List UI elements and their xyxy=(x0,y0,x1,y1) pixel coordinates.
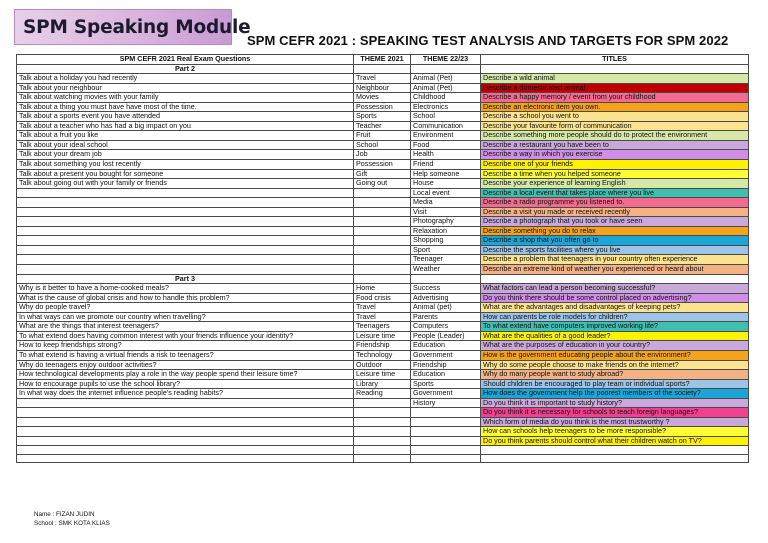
header-row xyxy=(17,55,749,65)
theme-2021-cell xyxy=(354,236,411,246)
table-row xyxy=(17,255,749,265)
table-row xyxy=(17,83,749,93)
table-row xyxy=(17,169,749,179)
question-cell: What is the cause of global crisis and how to handle this problem? xyxy=(17,293,354,303)
table-row xyxy=(17,454,749,463)
question-cell: How to encourage pupils to use the school library? xyxy=(17,379,354,389)
theme-2223-cell: School xyxy=(411,112,481,122)
theme-2021-cell: Job xyxy=(354,150,411,160)
empty-cell xyxy=(481,64,749,74)
title-cell: Which form of media do you think is the most trustworthy ? xyxy=(481,417,749,427)
question-cell: Talk about something you lost recently xyxy=(17,160,354,170)
theme-2021-cell: Neighbour xyxy=(354,83,411,93)
title-cell: Describe something you do to relax xyxy=(481,226,749,236)
table-row xyxy=(17,389,749,399)
theme-2021-cell: School xyxy=(354,140,411,150)
question-cell xyxy=(17,398,354,408)
theme-2021-cell xyxy=(354,446,411,455)
question-cell: Talk about watching movies with your family xyxy=(17,93,354,103)
question-cell: Talk about your ideal school xyxy=(17,140,354,150)
title-cell: Describe a restaurant you have been to xyxy=(481,140,749,150)
question-cell xyxy=(17,417,354,427)
theme-2223-cell xyxy=(411,436,481,446)
theme-2223-cell: Health xyxy=(411,150,481,160)
theme-2021-cell: Outdoor xyxy=(354,360,411,370)
title-cell: Describe an extreme kind of weather you experienced or heard about xyxy=(481,265,749,275)
table-row xyxy=(17,207,749,217)
question-cell: Talk about a present you bought for someone xyxy=(17,169,354,179)
theme-2021-cell xyxy=(354,436,411,446)
question-cell: Talk about your neighbour xyxy=(17,83,354,93)
title-cell: Describe your experience of learning English xyxy=(481,179,749,189)
theme-2021-cell xyxy=(354,198,411,208)
logo-banner xyxy=(14,9,251,45)
table-row xyxy=(17,112,749,122)
question-cell: Why do teenagers enjoy outdoor activities? xyxy=(17,360,354,370)
page-title: SPM CEFR 2021 : SPEAKING TEST ANALYSIS AND TARGETS FOR SPM 2022 xyxy=(247,33,729,48)
theme-2021-cell: Library xyxy=(354,379,411,389)
table-row xyxy=(17,293,749,303)
theme-2223-cell: Electronics xyxy=(411,102,481,112)
theme-2223-cell: Parents xyxy=(411,312,481,322)
title-cell: Describe one of your friends xyxy=(481,160,749,170)
question-cell: Talk about going out with your family or friends xyxy=(17,179,354,189)
table-row xyxy=(17,102,749,112)
question-cell: What are the things that interest teenagers? xyxy=(17,322,354,332)
theme-2021-cell: Sports xyxy=(354,112,411,122)
theme-2021-cell: Possession xyxy=(354,160,411,170)
theme-2021-cell xyxy=(354,454,411,463)
title-cell: Describe a school you went to xyxy=(481,112,749,122)
theme-2223-cell: Friendship xyxy=(411,360,481,370)
theme-2021-cell xyxy=(354,188,411,198)
theme-2223-cell: Success xyxy=(411,284,481,294)
table-row xyxy=(17,398,749,408)
title-cell: Do you think parents should control what their children watch on TV? xyxy=(481,436,749,446)
question-cell xyxy=(17,217,354,227)
theme-2223-cell: Animal (Pet) xyxy=(411,83,481,93)
table-row xyxy=(17,370,749,380)
theme-2021-cell xyxy=(354,245,411,255)
question-cell: How to keep friendships strong? xyxy=(17,341,354,351)
theme-2223-cell: Animal (pet) xyxy=(411,303,481,313)
title-cell: What are the advantages and disadvantages of keeping pets? xyxy=(481,303,749,313)
question-cell: How technological developments play a role in the way people spend their leisure time? xyxy=(17,370,354,380)
header-questions: SPM CEFR 2021 Real Exam Questions xyxy=(17,55,354,65)
theme-2021-cell: Movies xyxy=(354,93,411,103)
theme-2223-cell: Sport xyxy=(411,245,481,255)
theme-2021-cell xyxy=(354,255,411,265)
title-cell: Do you think it is important to study history? xyxy=(481,398,749,408)
theme-2021-cell: Food crisis xyxy=(354,293,411,303)
table-row xyxy=(17,179,749,189)
theme-2223-cell xyxy=(411,454,481,463)
theme-2021-cell: Travel xyxy=(354,303,411,313)
table-row xyxy=(17,245,749,255)
table-row xyxy=(17,408,749,418)
empty-cell xyxy=(411,274,481,284)
theme-2223-cell: Education xyxy=(411,370,481,380)
question-cell: Talk about a sports event you have attended xyxy=(17,112,354,122)
theme-2223-cell: Animal (Pet) xyxy=(411,74,481,84)
title-cell: Describe a radio programme you listened to. xyxy=(481,198,749,208)
theme-2223-cell: People (Leader) xyxy=(411,331,481,341)
question-cell xyxy=(17,226,354,236)
title-cell: Do you think it is necessary for schools to teach foreign languages? xyxy=(481,408,749,418)
title-cell: Do you think there should be some control placed on advertising? xyxy=(481,293,749,303)
title-cell: Describe a wild animal xyxy=(481,74,749,84)
title-cell: How does the government help the poorest members of the society? xyxy=(481,389,749,399)
table-row xyxy=(17,379,749,389)
author-name: Name : FIZAN JUDIN xyxy=(34,511,95,518)
table-row xyxy=(17,312,749,322)
title-cell: Should children be encouraged to play team or individual sports? xyxy=(481,379,749,389)
empty-cell xyxy=(481,274,749,284)
header-theme-2021: THEME 2021 xyxy=(354,55,411,65)
question-cell: To what extend does having common interest with your friends influence your identity? xyxy=(17,331,354,341)
table-row xyxy=(17,150,749,160)
theme-2021-cell xyxy=(354,398,411,408)
theme-2223-cell: Environment xyxy=(411,131,481,141)
part3-label-row xyxy=(17,274,749,284)
title-cell: Describe an electronic item you own. xyxy=(481,102,749,112)
theme-2223-cell: Relaxation xyxy=(411,226,481,236)
part3-label: Part 3 xyxy=(17,274,354,284)
table-row xyxy=(17,350,749,360)
theme-2021-cell: Teenagers xyxy=(354,322,411,332)
table-row xyxy=(17,341,749,351)
question-cell: Talk about your dream job xyxy=(17,150,354,160)
table-row xyxy=(17,198,749,208)
title-cell: Describe the sports facilities where you live xyxy=(481,245,749,255)
title-cell: To what extend have computers improved working life? xyxy=(481,322,749,332)
theme-2223-cell: Teenager xyxy=(411,255,481,265)
theme-2223-cell: Advertising xyxy=(411,293,481,303)
theme-2223-cell: Government xyxy=(411,389,481,399)
part2-label: Part 2 xyxy=(17,64,354,74)
theme-2223-cell xyxy=(411,427,481,437)
theme-2021-cell xyxy=(354,217,411,227)
analysis-table xyxy=(16,54,749,463)
theme-2021-cell: Fruit xyxy=(354,131,411,141)
question-cell: Why do people travel? xyxy=(17,303,354,313)
table-row xyxy=(17,217,749,227)
title-cell xyxy=(481,454,749,463)
theme-2021-cell xyxy=(354,226,411,236)
theme-2021-cell xyxy=(354,265,411,275)
table-body xyxy=(17,64,749,463)
theme-2021-cell: Leisure time xyxy=(354,370,411,380)
title-cell: How is the government educating people about the environment? xyxy=(481,350,749,360)
theme-2021-cell xyxy=(354,427,411,437)
question-cell: Talk about a fruit you like xyxy=(17,131,354,141)
title-cell: Describe a local event that takes place where you live xyxy=(481,188,749,198)
question-cell xyxy=(17,427,354,437)
title-cell: Describe a problem that teenagers in your country often experience xyxy=(481,255,749,265)
title-cell: Describe a happy memory / event from your childhood xyxy=(481,93,749,103)
theme-2021-cell xyxy=(354,207,411,217)
theme-2021-cell: Possession xyxy=(354,102,411,112)
question-cell: Talk about a thing you must have have most of the time. xyxy=(17,102,354,112)
table-row xyxy=(17,417,749,427)
table-row xyxy=(17,188,749,198)
title-cell: Describe a visit you made or received recently xyxy=(481,207,749,217)
theme-2223-cell xyxy=(411,417,481,427)
title-cell: How can parents be role models for children? xyxy=(481,312,749,322)
theme-2021-cell xyxy=(354,408,411,418)
table-row xyxy=(17,331,749,341)
title-cell xyxy=(481,446,749,455)
table-row xyxy=(17,436,749,446)
question-cell xyxy=(17,436,354,446)
theme-2021-cell: Home xyxy=(354,284,411,294)
table-row xyxy=(17,236,749,246)
title-cell: What are the qualities of a good leader? xyxy=(481,331,749,341)
question-cell xyxy=(17,265,354,275)
theme-2223-cell: Shopping xyxy=(411,236,481,246)
table-row xyxy=(17,93,749,103)
table-row xyxy=(17,284,749,294)
theme-2223-cell: Government xyxy=(411,350,481,360)
title-cell: Describe a domesticated animal xyxy=(481,83,749,93)
title-cell: Describe a shop that you often go to xyxy=(481,236,749,246)
table-row xyxy=(17,226,749,236)
school-name: School : SMK KOTA KLIAS xyxy=(34,520,110,527)
table-row xyxy=(17,446,749,455)
theme-2021-cell: Teacher xyxy=(354,121,411,131)
question-cell xyxy=(17,454,354,463)
header-theme-2223: THEME 22/23 xyxy=(411,55,481,65)
table-row xyxy=(17,322,749,332)
question-cell xyxy=(17,207,354,217)
theme-2021-cell: Technology xyxy=(354,350,411,360)
table-row xyxy=(17,121,749,131)
table-row xyxy=(17,140,749,150)
theme-2223-cell: Weather xyxy=(411,265,481,275)
theme-2021-cell: Friendship xyxy=(354,341,411,351)
theme-2223-cell: Childhood xyxy=(411,93,481,103)
title-cell: Describe a photograph that you took or have seen xyxy=(481,217,749,227)
theme-2021-cell: Travel xyxy=(354,74,411,84)
question-cell xyxy=(17,198,354,208)
theme-2223-cell: Computers xyxy=(411,322,481,332)
table-row xyxy=(17,427,749,437)
theme-2223-cell: Food xyxy=(411,140,481,150)
theme-2223-cell: Friend xyxy=(411,160,481,170)
empty-cell xyxy=(354,64,411,74)
title-cell: How can schools help teenagers to be more responsible? xyxy=(481,427,749,437)
title-cell: Describe something more people should do to protect the environment xyxy=(481,131,749,141)
title-cell: Describe your favourite form of communication xyxy=(481,121,749,131)
question-cell: Why is it better to have a home-cooked meals? xyxy=(17,284,354,294)
question-cell xyxy=(17,245,354,255)
question-cell xyxy=(17,255,354,265)
table-row xyxy=(17,265,749,275)
theme-2223-cell: Photography xyxy=(411,217,481,227)
theme-2021-cell: Gift xyxy=(354,169,411,179)
theme-2223-cell: Help someone xyxy=(411,169,481,179)
theme-2223-cell: Communication xyxy=(411,121,481,131)
title-cell: Describe a time when you helped someone xyxy=(481,169,749,179)
title-cell: What are the purposes of education in your country? xyxy=(481,341,749,351)
empty-cell xyxy=(411,64,481,74)
theme-2223-cell: Education xyxy=(411,341,481,351)
empty-cell xyxy=(354,274,411,284)
part2-label-row xyxy=(17,64,749,74)
title-cell: Why do many people want to study abroad? xyxy=(481,370,749,380)
title-cell: Why do some people choose to make friends on the internet? xyxy=(481,360,749,370)
theme-2223-cell: House xyxy=(411,179,481,189)
table-row xyxy=(17,131,749,141)
question-cell xyxy=(17,236,354,246)
question-cell xyxy=(17,408,354,418)
question-cell: Talk about a teacher who has had a big impact on you xyxy=(17,121,354,131)
theme-2223-cell: Visit xyxy=(411,207,481,217)
question-cell: In what way does the internet influence people's reading habits? xyxy=(17,389,354,399)
theme-2223-cell: Media xyxy=(411,198,481,208)
theme-2021-cell xyxy=(354,417,411,427)
theme-2021-cell: Leisure time xyxy=(354,331,411,341)
table-row xyxy=(17,74,749,84)
table-row xyxy=(17,160,749,170)
title-cell: Describe a way in which you exercise xyxy=(481,150,749,160)
theme-2223-cell xyxy=(411,408,481,418)
question-cell: To what extend is having a virtual friends a risk to teenagers? xyxy=(17,350,354,360)
theme-2223-cell: History xyxy=(411,398,481,408)
theme-2223-cell xyxy=(411,446,481,455)
header-titles: TITLES xyxy=(481,55,749,65)
theme-2223-cell: Local event xyxy=(411,188,481,198)
question-cell: Talk about a holiday you had recently xyxy=(17,74,354,84)
title-cell: What factors can lead a person becoming successful? xyxy=(481,284,749,294)
theme-2021-cell: Going out xyxy=(354,179,411,189)
question-cell xyxy=(17,188,354,198)
logo-text: SPM Speaking Module xyxy=(23,16,251,38)
question-cell xyxy=(17,446,354,455)
theme-2021-cell: Reading xyxy=(354,389,411,399)
table-row xyxy=(17,303,749,313)
question-cell: In what ways can we promote our country when travelling? xyxy=(17,312,354,322)
theme-2021-cell: Travel xyxy=(354,312,411,322)
table-row xyxy=(17,360,749,370)
theme-2223-cell: Sports xyxy=(411,379,481,389)
